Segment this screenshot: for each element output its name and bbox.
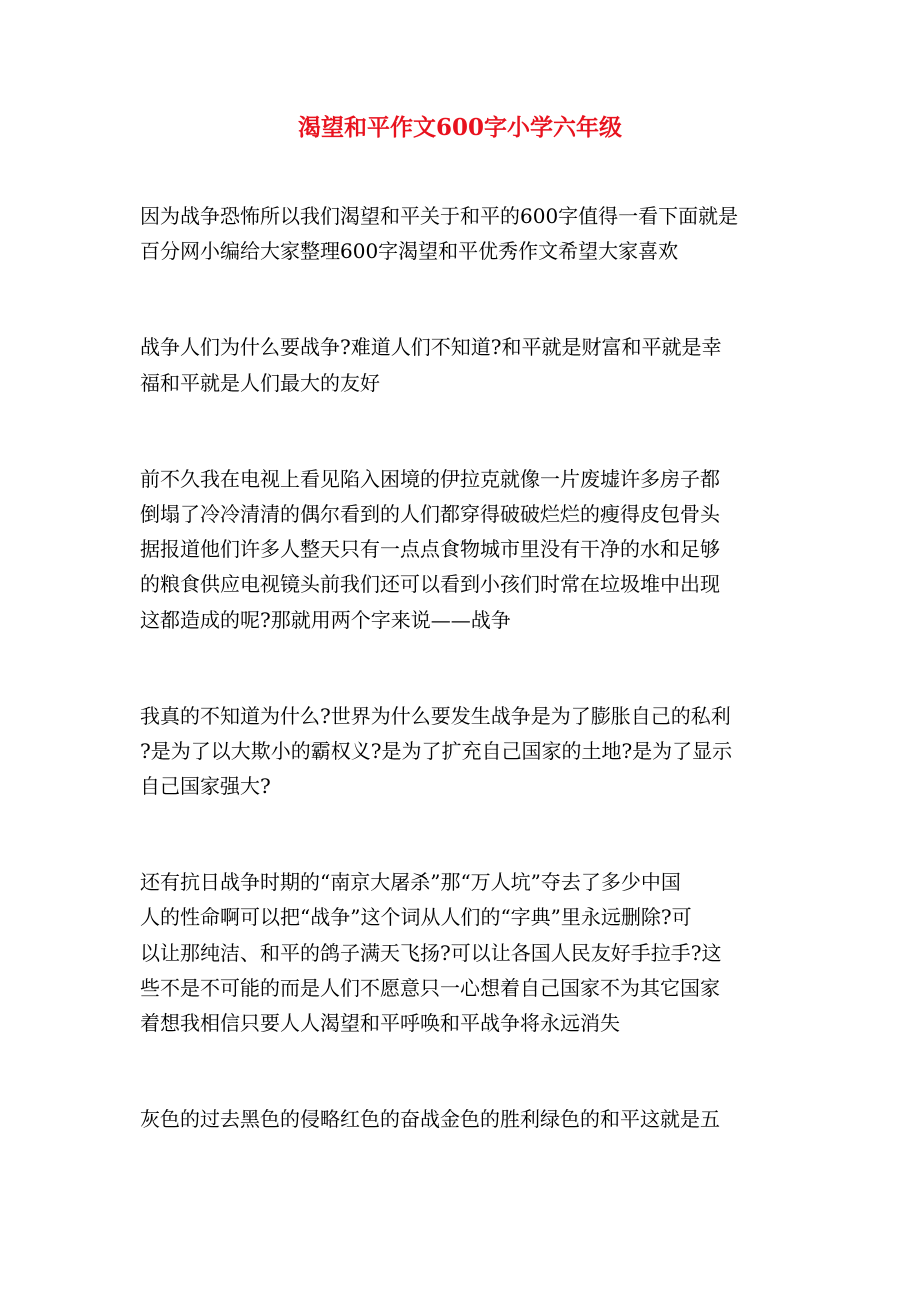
document-body [140, 199, 790, 1198]
paragraph-1 [140, 199, 790, 269]
text-line: 还有抗日战争时期的“南京大屠杀”那“万人坑”夺去了多少中国 [140, 870, 681, 895]
text-line: 人的性命啊可以把“战争”这个词从人们的“字典”里永远删除?可 [140, 905, 692, 930]
text-line: 前不久我在电视上看见陷入困境的伊拉克就像一片废墟许多房子都 [140, 466, 720, 491]
text-line: 灰色的过去黑色的侵略红色的奋战金色的胜利绿色的和平这就是五 [140, 1107, 720, 1132]
text-line: 据报道他们许多人整天只有一点点食物城市里没有干净的水和足够 [140, 537, 720, 562]
text-line: 这都造成的呢?那就用两个字来说——战争 [140, 607, 511, 632]
document-title: 渴望和平作文600字小学六年级 [297, 114, 622, 141]
text-line: 战争人们为什么要战争?难道人们不知道?和平就是财富和平就是幸 [140, 335, 722, 360]
text-line: 因为战争恐怖所以我们渴望和平关于和平的600字值得一看下面就是 [140, 204, 739, 228]
text-line: 福和平就是人们最大的友好 [140, 370, 380, 395]
paragraph-5 [140, 865, 790, 1041]
paragraph-3 [140, 462, 790, 638]
text-line: 的粮食供应电视镜头前我们还可以看到小孩们时常在垃圾堆中出现 [140, 572, 720, 597]
text-line: 自己国家强大? [140, 774, 271, 799]
paragraph-6 [140, 1102, 790, 1137]
text-line: 着想我相信只要人人渴望和平呼唤和平战争将永远消失 [140, 1011, 620, 1035]
paragraph-4 [140, 699, 790, 805]
text-line: 倒塌了冷冷清清的偶尔看到的人们都穿得破破烂烂的瘦得皮包骨头 [140, 501, 720, 526]
text-line: 些不是不可能的而是人们不愿意只一心想着自己国家不为其它国家 [140, 975, 720, 1000]
text-line: 我真的不知道为什么?世界为什么要发生战争是为了膨胀自己的私利 [140, 703, 731, 728]
text-line: 以让那纯洁、和平的鸽子满天飞扬?可以让各国人民友好手拉手?这 [140, 940, 722, 965]
text-line: ?是为了以大欺小的霸权义?是为了扩充自己国家的土地?是为了显示 [140, 738, 733, 763]
text-line: 百分网小编给大家整理600字渴望和平优秀作文希望大家喜欢 [140, 239, 679, 264]
paragraph-2 [140, 330, 790, 400]
